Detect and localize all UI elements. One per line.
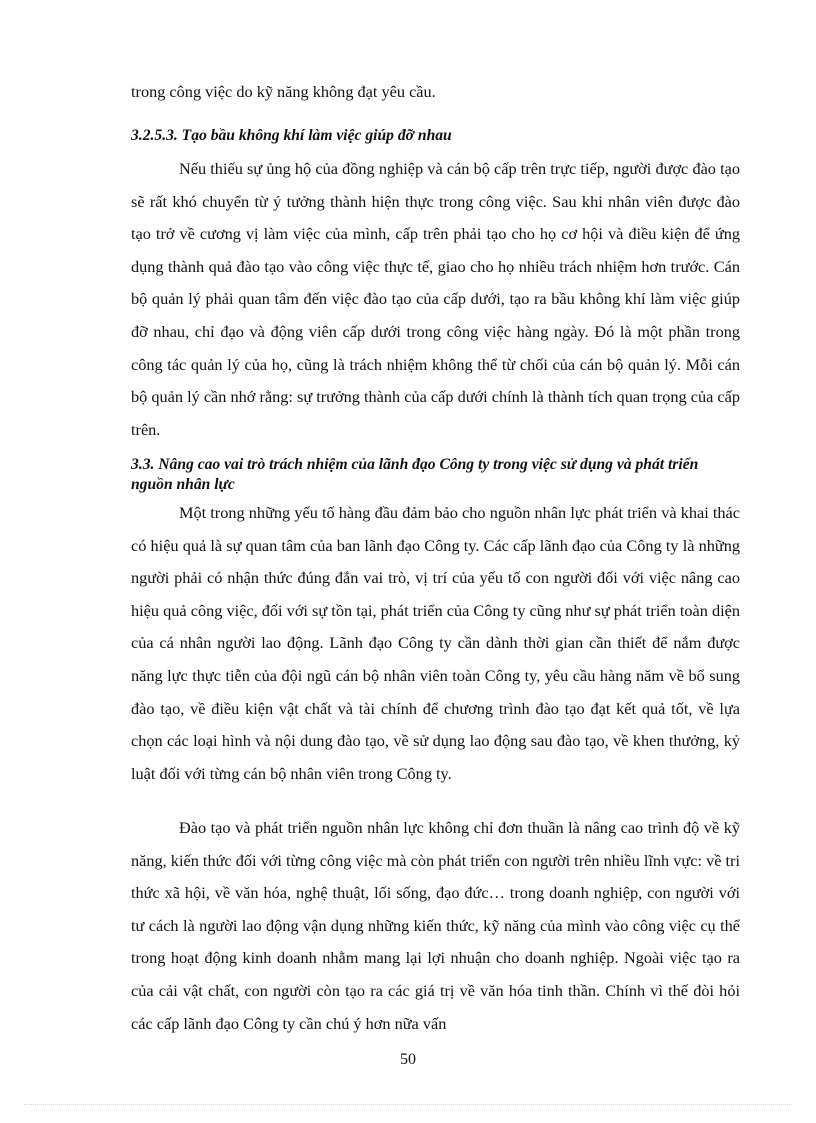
page-bottom-divider — [24, 1104, 792, 1105]
page-number: 50 — [400, 1051, 416, 1068]
paragraph-leadership-role: Một trong những yếu tố hàng đầu đảm bảo cho nguồn nhân lực phát triển và khai thác có hiệu quả là sự quan tâm của ban lãnh đạo Công ty. Các cấp lãnh đạo của Công ty là những người phải có nhận thức đúng đắn vai trò, vị trí của yếu tố con người đối với việc nâng cao hiệu quả công việc, đối với sự tồn tại, phát triển của Công ty cũng như sự phát triển toàn diện của cá nhân người lao động. Lãnh đạo Công ty cần dành thời gian cần thiết để nắm được năng lực thực tiễn của đội ngũ cán bộ nhân viên toàn Công ty, yêu cầu hàng năm về bổ sung đào tạo, về điều kiện vật chất và tài chính để chương trình đào tạo đạt kết quả tốt, về lựa chọn các loại hình và nội dung đào tạo, về sử dụng lao động sau đào tạo, về khen thưởng, kỷ luật đối với từng cán bộ nhân viên trong Công ty. — [131, 503, 740, 783]
paragraph-supportive-atmosphere: Nếu thiếu sự ủng hộ của đồng nghiệp và cán bộ cấp trên trực tiếp, người được đào tạo sẽ rất khó chuyển từ ý tưởng thành hiện thực trong công việc. Sau khi nhân viên được đào tạo trở về cương vị làm việc của mình, cấp trên phải tạo cho họ cơ hội và điều kiện để ứng dụng thành quả đào tạo vào công việc thực tế, giao cho họ nhiều trách nhiệm hơn trước. Cán bộ quản lý phải quan tâm đến việc đào tạo của cấp dưới, tạo ra bầu không khí làm việc giúp đỡ nhau, chỉ đạo và động viên cấp dưới trong công việc hàng ngày. Đó là một phần trong công tác quản lý của họ, cũng là trách nhiệm không thể từ chối của cán bộ quản lý. Mỗi cán bộ quản lý cần nhớ rằng: sự trưởng thành của cấp dưới chính là thành tích quan trọng của cấp trên. — [131, 159, 740, 439]
paragraph-continuation: trong công việc do kỹ năng không đạt yêu cầu. — [131, 82, 436, 101]
section-heading-3-2-5-3: 3.2.5.3. Tạo bầu không khí làm việc giúp đỡ nhau — [131, 127, 452, 144]
paragraph-human-development: Đào tạo và phát triển nguồn nhân lực không chỉ đơn thuần là nâng cao trình độ về kỹ năng, kiến thức đối với từng công việc mà còn phát triển con người trên nhiều lĩnh vực: về tri thức xã hội, về văn hóa, nghệ thuật, lối sống, đạo đức… trong doanh nghiệp, con người với tư cách là người lao động vận dụng những kiến thức, kỹ năng của mình vào công việc cụ thể trong hoạt động kinh doanh nhằm mang lại lợi nhuận cho doanh nghiệp. Ngoài việc tạo ra của cải vật chất, con người còn tạo ra các giá trị về văn hóa tinh thần. Chính vì thế đòi hỏi các cấp lãnh đạo Công ty cần chú ý hơn nữa vấn — [131, 818, 740, 1033]
section-heading-3-3: 3.3. Nâng cao vai trò trách nhiệm của lãnh đạo Công ty trong việc sử dụng và phát triển nguồn nhân lực — [131, 456, 699, 493]
